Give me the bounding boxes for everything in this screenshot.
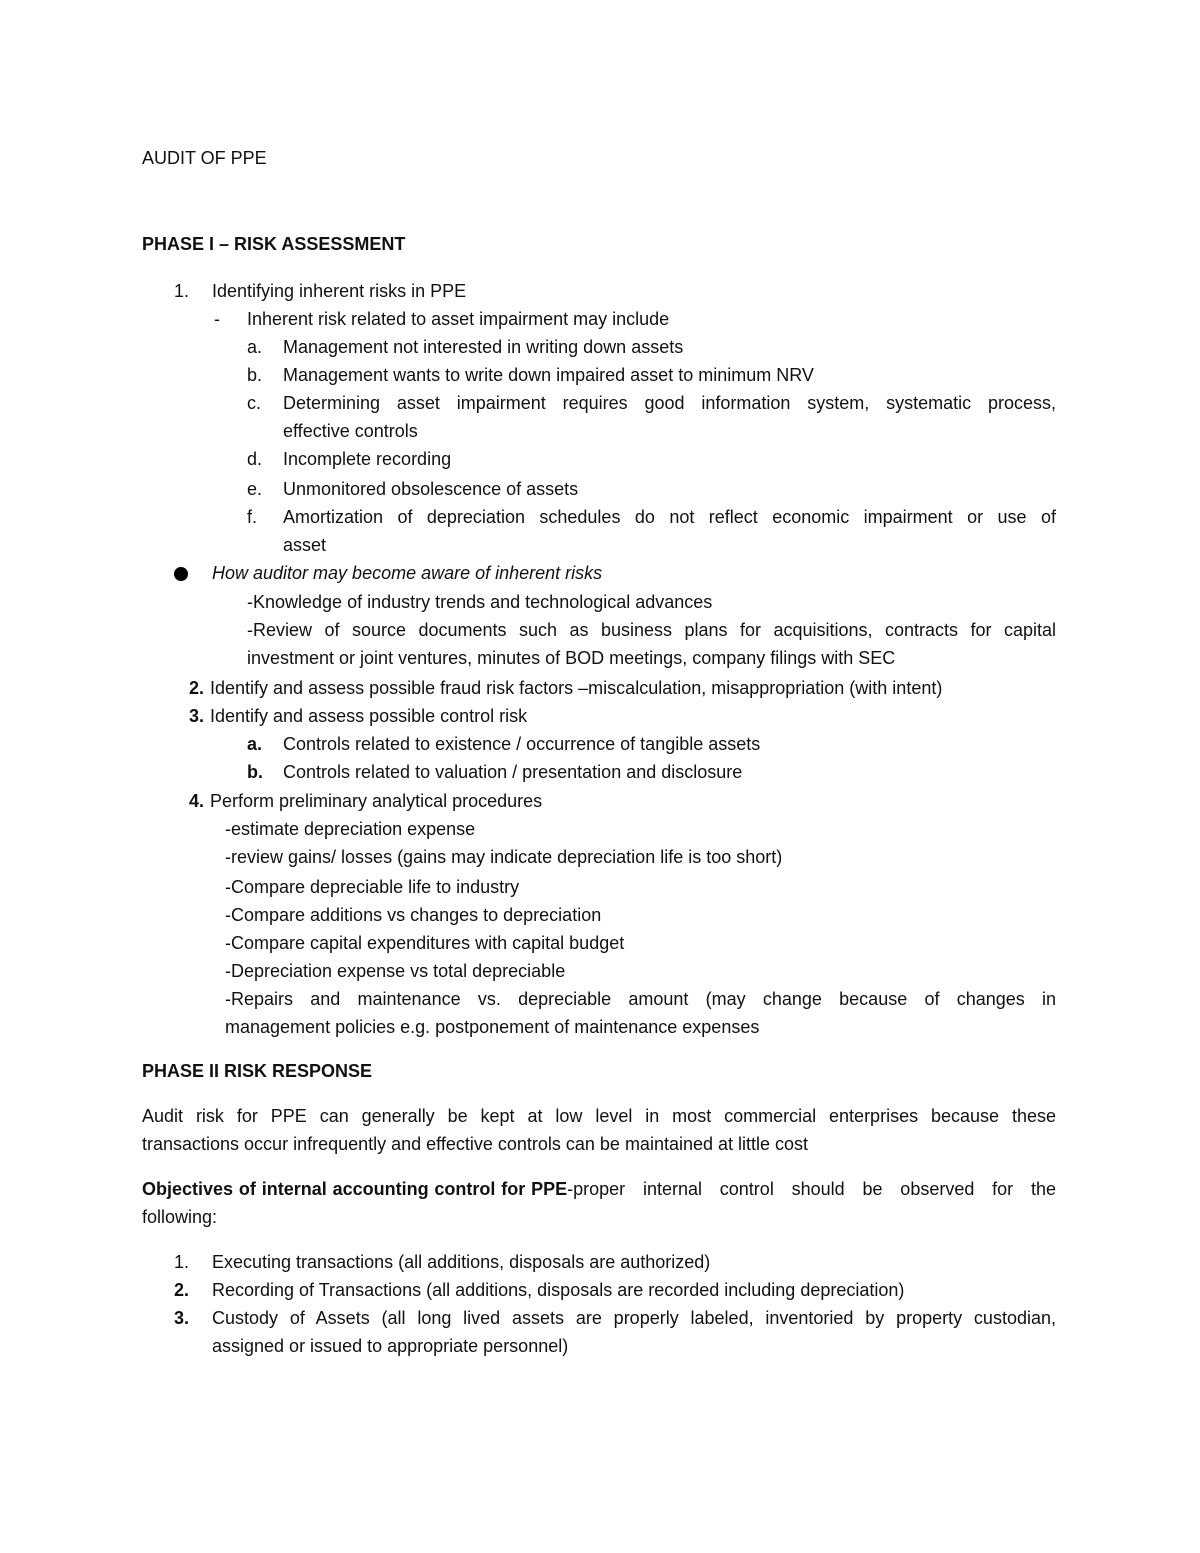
phase2-list-2-text: Recording of Transactions (all additions, disposals are recorded including depreciation) — [212, 1280, 905, 1300]
objectives-bold-text: Objectives of internal accounting control for PPE — [142, 1179, 568, 1199]
item1-letter-a-label: a. — [247, 337, 263, 357]
item1-letter-a-text: Management not interested in writing down assets — [283, 337, 684, 357]
item4-line-2: -review gains/ losses (gains may indicate depreciation life is too short) — [225, 847, 783, 867]
item1-letter-e-text: Unmonitored obsolescence of assets — [283, 479, 579, 499]
item3-number: 3. — [189, 706, 205, 726]
phase2-paragraph-line-2: transactions occur infrequently and effective controls can be maintained at little cost — [142, 1134, 809, 1154]
objectives-rest-text: -proper internal control should be observed for the — [567, 1179, 1056, 1199]
item4-line-4: -Compare additions vs changes to depreciation — [225, 905, 602, 925]
item3-text: Identify and assess possible control risk — [210, 706, 528, 726]
phase2-list-1-number: 1. — [174, 1252, 190, 1272]
bullet-line-3: investment or joint ventures, minutes of BOD meetings, company filings with SEC — [247, 648, 896, 668]
item4-line-7: -Repairs and maintenance vs. depreciable amount (may change because of changes in — [225, 989, 1056, 1009]
item1-letter-d-label: d. — [247, 449, 263, 469]
item1-letter-c-continuation: effective controls — [283, 421, 418, 441]
item3-letter-b-text: Controls related to valuation / presentation and disclosure — [283, 762, 743, 782]
bullet-heading: How auditor may become aware of inherent risks — [212, 563, 603, 583]
item2-text: Identify and assess possible fraud risk factors –miscalculation, misappropriation (with intent) — [210, 678, 943, 698]
item4-line-1: -estimate depreciation expense — [225, 819, 476, 839]
objectives-continuation: following: — [142, 1207, 218, 1227]
item1-number: 1. — [174, 281, 190, 301]
phase2-heading: PHASE II RISK RESPONSE — [142, 1061, 373, 1081]
item4-text: Perform preliminary analytical procedures — [210, 791, 543, 811]
item3-letter-b-label: b. — [247, 762, 263, 782]
item1-letter-c-text: Determining asset impairment requires good information system, systematic process, — [283, 393, 1056, 413]
phase2-list-3-number: 3. — [174, 1308, 190, 1328]
bullet-icon — [174, 567, 188, 581]
item1-letter-e-label: e. — [247, 479, 263, 499]
item3-letter-a-text: Controls related to existence / occurrence of tangible assets — [283, 734, 761, 754]
document-title: AUDIT OF PPE — [142, 148, 267, 168]
phase2-list-3-text: Custody of Assets (all long lived assets are properly labeled, inventoried by property custodian, — [212, 1308, 1056, 1328]
item1-letter-c-label: c. — [247, 393, 262, 413]
phase2-paragraph-line-1: Audit risk for PPE can generally be kept at low level in most commercial enterprises because these — [142, 1106, 1056, 1126]
item1-letter-f-label: f. — [247, 507, 258, 527]
bullet-line-2: -Review of source documents such as business plans for acquisitions, contracts for capital — [247, 620, 1056, 640]
item1-letter-b-text: Management wants to write down impaired asset to minimum NRV — [283, 365, 814, 385]
item1-letter-b-label: b. — [247, 365, 263, 385]
phase2-list-3-continuation: assigned or issued to appropriate personnel) — [212, 1336, 569, 1356]
item4-line-8: management policies e.g. postponement of maintenance expenses — [225, 1017, 760, 1037]
bullet-line-1: -Knowledge of industry trends and technological advances — [247, 592, 713, 612]
item4-line-5: -Compare capital expenditures with capital budget — [225, 933, 625, 953]
phase2-list-1-text: Executing transactions (all additions, disposals are authorized) — [212, 1252, 711, 1272]
item1-text: Identifying inherent risks in PPE — [212, 281, 467, 301]
item4-number: 4. — [189, 791, 205, 811]
item4-line-3: -Compare depreciable life to industry — [225, 877, 520, 897]
phase1-heading: PHASE I – RISK ASSESSMENT — [142, 234, 406, 254]
phase2-list-2-number: 2. — [174, 1280, 190, 1300]
item1-letter-f-text: Amortization of depreciation schedules do not reflect economic impairment or use of — [283, 507, 1056, 527]
objectives-line — [142, 1178, 1056, 1200]
item1-letter-f-continuation: asset — [283, 535, 327, 555]
item1-sub-heading: Inherent risk related to asset impairment may include — [247, 309, 670, 329]
item3-letter-a-label: a. — [247, 734, 263, 754]
item4-line-6: -Depreciation expense vs total depreciable — [225, 961, 566, 981]
item1-letter-d-text: Incomplete recording — [283, 449, 452, 469]
item2-number: 2. — [189, 678, 205, 698]
item1-dash: - — [214, 309, 220, 329]
